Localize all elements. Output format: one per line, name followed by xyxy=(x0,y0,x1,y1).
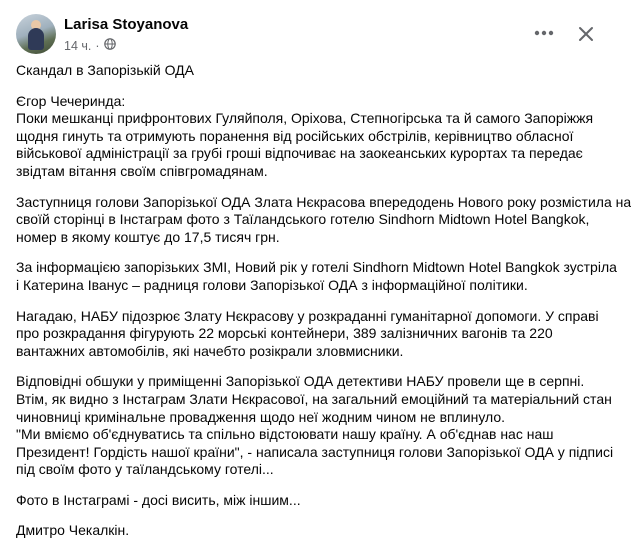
post-meta xyxy=(64,38,116,53)
post-text-line: Поки мешканці прифронтових Гуляйполя, Оріхова, Степногірська та й самого Запоріжжя xyxy=(16,110,594,127)
close-button[interactable] xyxy=(570,18,602,50)
post-text-line: Дмитро Чекалкін. xyxy=(16,522,130,539)
post-text-line: чиновниці кримінальне провадження щодо неї жодним чином не вплинуло. xyxy=(16,408,506,425)
post-timestamp-link[interactable]: 14 ч. xyxy=(64,38,92,53)
post-paragraph xyxy=(16,373,614,479)
author-avatar[interactable] xyxy=(16,14,56,54)
post-text-line: Відповідні обшуки у приміщенні Запорізької ОДА детективи НАБУ провели ще в серпні. xyxy=(16,373,585,390)
post-text-line: під своїм фото у таїландському готелі... xyxy=(16,461,274,478)
post-paragraph xyxy=(16,62,606,80)
avatar-photo-figure xyxy=(28,28,44,50)
post-text-line: Президент! Гордість нашої країни", - написала заступниця голови Запорізької ОДА у підписі xyxy=(16,443,614,460)
author-name-link[interactable]: Larisa Stoyanova xyxy=(64,16,189,33)
post-header xyxy=(0,0,619,62)
post-text-line: Фото в Інстаграмі - досі висить, між іншим... xyxy=(16,491,301,508)
post-text-line: "Ми вміємо об'єднуватись та спільно відстоювати нашу країну. А об'єднав нас наш xyxy=(16,426,554,443)
post-paragraph xyxy=(16,492,606,510)
post-paragraph xyxy=(16,93,606,181)
post-text-line: Нагадаю, НАБУ підозрює Злату Нєкрасову у розкраданні гуманітарної допомоги. У справі xyxy=(16,307,599,324)
post-text xyxy=(16,62,631,553)
post-text-line: Скандал в Запорізькій ОДА xyxy=(16,62,194,78)
more-horizontal-icon xyxy=(534,30,554,36)
post-text-line: своїй сторінці в Інстаграм фото з Таїландського готелю Sindhorn Midtown Hotel Bangkok, xyxy=(16,211,590,228)
post-text-line: вантажних автомобілів, які начебто розікрали зловмисники. xyxy=(16,342,404,359)
more-options-button[interactable] xyxy=(530,22,558,44)
post-paragraph xyxy=(16,259,617,294)
meta-separator: · xyxy=(95,38,100,53)
post-text-line: Заступниця голови Запорізької ОДА Злата Нєкрасова впередодень Нового року розмістила на xyxy=(16,193,631,210)
post-text-line: військової адміністрації за грубі гроші відпочиває на заокеанських курортах та передає xyxy=(16,145,583,162)
post-text-line: про розкрадання фігурують 22 морські контейнери, 389 залізничних вагонів та 220 xyxy=(16,325,553,342)
post-text-line: номер в якому коштує до 17,5 тисяч грн. xyxy=(16,228,280,245)
post-text-line: звідтам вітання своїм співгромадянам. xyxy=(16,162,268,179)
post-paragraph xyxy=(16,522,606,540)
post-paragraph xyxy=(16,193,631,247)
post-text-line: щодня гинуть та отримують поранення від російських обстрілів, керівництво обласної xyxy=(16,127,574,144)
post-text-line: За інформацією запорізьких ЗМІ, Новий рік у готелі Sindhorn Midtown Hotel Bangkok зустріла xyxy=(16,259,617,276)
post-text-line: і Катерина Іванус – радниця голови Запорізької ОДА з інформаційної політики. xyxy=(16,276,528,293)
post-paragraph xyxy=(16,308,606,361)
post-text-line: Єгор Чечеринда: xyxy=(16,92,126,109)
close-icon xyxy=(578,26,594,42)
post-text-line: Втім, як видно з Інстаграм Злати Нєкрасової, на загальний емоційний та матеріальний стан xyxy=(16,390,612,407)
globe-icon[interactable] xyxy=(104,38,116,53)
